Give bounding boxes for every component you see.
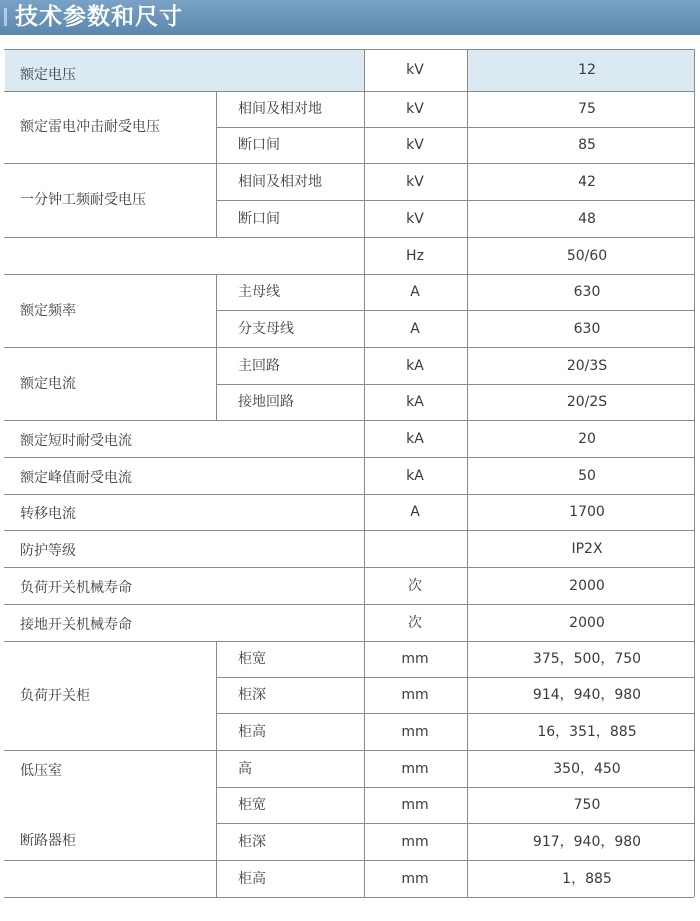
param-value: 75 xyxy=(578,101,596,117)
param-subitem: 断口间 xyxy=(238,210,280,227)
param-unit: kV xyxy=(406,101,424,117)
param-subitem: 柜高 xyxy=(238,723,266,740)
param-unit: mm xyxy=(401,651,429,667)
row-divider xyxy=(4,750,694,751)
sub-row-divider xyxy=(216,384,694,385)
param-unit: mm xyxy=(401,723,429,740)
param-subitem: 接地回路 xyxy=(238,394,294,410)
param-value: 16，351，885 xyxy=(537,723,637,740)
row-divider xyxy=(4,567,694,568)
column-divider xyxy=(467,49,468,897)
row-divider xyxy=(4,237,694,238)
param-value: 630 xyxy=(573,320,601,337)
param-unit: A xyxy=(410,284,420,300)
param-name: 转移电流 xyxy=(20,506,76,522)
param-subitem: 柜宽 xyxy=(238,797,266,813)
row-divider xyxy=(4,457,694,458)
param-unit: kV xyxy=(406,210,424,227)
param-name: 一分钟工频耐受电压 xyxy=(20,192,146,208)
param-subitem: 柜深 xyxy=(238,687,266,703)
sub-column-divider xyxy=(216,274,217,420)
param-subitem: 断口间 xyxy=(238,137,280,153)
param-name: 额定频率 xyxy=(20,302,76,319)
row-divider xyxy=(4,494,694,495)
param-unit: kA xyxy=(406,430,424,447)
param-unit: mm xyxy=(401,833,429,850)
param-value: 2000 xyxy=(569,577,605,594)
param-value: 20 xyxy=(578,430,596,447)
param-subitem: 高 xyxy=(238,760,252,777)
param-unit: 次 xyxy=(408,614,422,631)
page-title: 技术参数和尺寸 xyxy=(15,4,183,30)
param-name: 负荷开关柜 xyxy=(20,687,90,704)
header-accent-bar xyxy=(4,8,7,26)
param-unit: mm xyxy=(401,687,429,703)
sub-row-divider xyxy=(216,127,694,128)
param-subitem: 柜高 xyxy=(238,870,266,887)
param-value: 50/60 xyxy=(566,247,608,264)
row-divider xyxy=(4,163,694,164)
param-name: 额定峰值耐受电流 xyxy=(20,469,132,486)
param-subitem: 分支母线 xyxy=(238,320,294,337)
param-unit: A xyxy=(410,320,420,337)
param-value: 375，500，750 xyxy=(532,651,642,667)
param-subitem: 主母线 xyxy=(238,284,280,300)
param-value: 914，940，980 xyxy=(532,687,642,703)
param-value: 1700 xyxy=(569,504,605,520)
param-unit: mm xyxy=(401,797,429,813)
sub-row-divider xyxy=(216,713,694,714)
param-name: 低压室 xyxy=(20,762,62,779)
row-divider xyxy=(4,347,694,348)
row-divider xyxy=(4,530,694,531)
param-subitem: 柜深 xyxy=(238,833,266,850)
param-name: 额定雷电冲击耐受电压 xyxy=(20,119,160,135)
row-divider xyxy=(4,420,694,421)
param-unit: mm xyxy=(401,870,429,887)
row-divider xyxy=(4,91,694,92)
param-value: 750 xyxy=(573,797,601,813)
param-unit: kA xyxy=(406,467,424,484)
param-value: 917，940，980 xyxy=(532,833,642,850)
page-header xyxy=(0,0,700,35)
sub-row-divider xyxy=(216,677,694,678)
param-value: 48 xyxy=(578,210,596,227)
param-subitem: 相间及相对地 xyxy=(238,173,322,190)
param-value: 50 xyxy=(578,467,596,484)
param-subitem: 相间及相对地 xyxy=(238,101,322,117)
param-unit: Hz xyxy=(406,247,424,264)
sub-row-divider xyxy=(216,787,694,788)
param-value: 630 xyxy=(573,284,601,300)
param-value: 42 xyxy=(578,173,596,190)
param-value: 2000 xyxy=(569,614,605,631)
param-name: 负荷开关机械寿命 xyxy=(20,579,132,596)
row-divider xyxy=(4,274,694,275)
param-name: 额定短时耐受电流 xyxy=(20,432,132,449)
param-unit: kV xyxy=(406,62,424,78)
param-unit: mm xyxy=(401,760,429,777)
param-value: 350，450 xyxy=(553,760,621,777)
param-unit: kA xyxy=(406,394,424,410)
row-divider xyxy=(4,604,694,605)
param-subitem: 主回路 xyxy=(238,357,280,374)
param-value: 20/3S xyxy=(566,357,608,374)
param-value: 20/2S xyxy=(566,394,608,410)
param-unit: 次 xyxy=(408,577,422,594)
param-value: IP2X xyxy=(571,540,603,557)
param-value: 85 xyxy=(578,137,596,153)
param-name: 防护等级 xyxy=(20,542,76,559)
sub-row-divider xyxy=(216,200,694,201)
param-name: 断路器柜 xyxy=(20,832,76,849)
row-divider xyxy=(4,897,694,898)
sub-column-divider xyxy=(216,91,217,237)
param-unit: kV xyxy=(406,173,424,190)
row-divider xyxy=(4,49,694,50)
param-name: 额定电压 xyxy=(20,67,76,83)
param-name: 接地开关机械寿命 xyxy=(20,616,132,633)
column-divider xyxy=(364,49,365,897)
param-value: 1，885 xyxy=(562,870,612,887)
sub-row-divider xyxy=(216,823,694,824)
param-subitem: 柜宽 xyxy=(238,651,266,667)
column-divider xyxy=(4,49,5,50)
column-divider xyxy=(694,49,695,897)
row-divider xyxy=(4,641,694,642)
param-value: 12 xyxy=(578,62,596,78)
sub-row-divider xyxy=(216,310,694,311)
param-unit: kV xyxy=(406,137,424,153)
row-divider xyxy=(4,860,694,861)
param-unit: kA xyxy=(406,357,424,374)
param-name: 额定电流 xyxy=(20,375,76,392)
param-unit: A xyxy=(410,504,420,520)
sub-column-divider xyxy=(216,641,217,897)
